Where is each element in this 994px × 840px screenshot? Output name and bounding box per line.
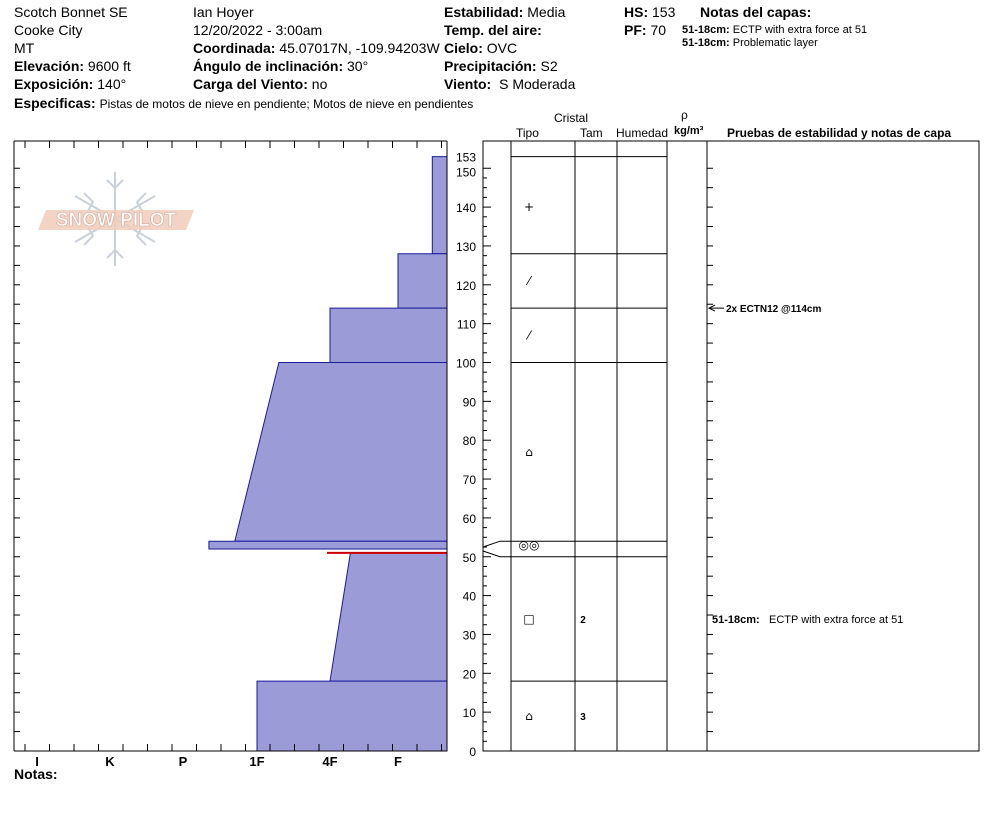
datetime: 12/20/2022 - 3:00am	[193, 22, 323, 38]
hardness-label: K	[105, 754, 115, 769]
slope-angle-label: Ángulo de inclinación:	[193, 58, 344, 74]
height-label: 120	[455, 278, 476, 293]
crystal-type-symbol: ⌂	[525, 444, 533, 459]
type-header: Tipo	[516, 126, 539, 140]
crystal-type-symbol: ⁄	[527, 273, 531, 288]
crystal-size: 3	[580, 712, 586, 724]
height-label: 150	[455, 165, 476, 180]
layer-note-depth: 51-18cm:	[682, 37, 730, 49]
crystal-type-symbol: □	[523, 611, 535, 626]
size-header: Tam	[580, 126, 603, 140]
layer-note-text: ECTP with extra force at 51	[732, 24, 868, 36]
wind-label: Viento:	[444, 76, 492, 92]
stability-value: Media	[527, 4, 566, 20]
logo-text: SNOW PILOT	[55, 210, 177, 231]
area: Cooke City	[14, 22, 83, 38]
hardness-label: P	[178, 754, 188, 769]
height-label: 110	[456, 317, 476, 332]
density-unit: kg/m³	[674, 125, 704, 137]
crystal-type-symbol: ◎◎	[518, 538, 540, 553]
layer-notes-title: Notas del capas:	[700, 4, 812, 20]
sky-value: OVC	[486, 40, 518, 56]
aspect-label: Exposición:	[14, 76, 94, 92]
sky-label: Cielo:	[444, 40, 483, 56]
height-label: 50	[462, 550, 476, 565]
test-result: 2x ECTN12 @114cm	[726, 304, 822, 316]
hardness-label: I	[35, 754, 39, 769]
crystal-type-symbol: ⌂	[525, 709, 533, 724]
test-depth-label: 51-18cm:	[712, 613, 760, 626]
height-label: 100	[455, 356, 476, 371]
connector	[483, 541, 511, 547]
hardness-layer	[398, 254, 447, 308]
location: Scotch Bonnet SE	[14, 4, 128, 20]
wind-loading-value: no	[311, 76, 328, 92]
observer: Ian Hoyer	[193, 4, 254, 20]
hardness-profile	[209, 157, 447, 751]
height-label: 153	[455, 150, 476, 165]
hardness-layer	[235, 363, 447, 542]
layer-note-depth: 51-18cm:	[682, 24, 730, 36]
hardness-layer	[209, 541, 447, 549]
density-symbol: ρ	[681, 108, 688, 122]
height-label: 130	[455, 239, 476, 254]
notes-label: Notas:	[14, 766, 58, 782]
air-temp-label: Temp. del aire:	[444, 22, 542, 38]
hardness-layer	[330, 308, 447, 362]
height-label: 60	[462, 511, 476, 526]
hardness-label: F	[394, 754, 402, 769]
layer-grid	[483, 141, 979, 751]
height-label: 90	[462, 395, 476, 410]
wind-loading-label: Carga del Viento:	[193, 76, 308, 92]
crystal-type-symbol: ⁄	[527, 328, 531, 343]
height-label: 0	[469, 745, 476, 759]
grid-border	[483, 141, 979, 751]
height-label: 10	[462, 706, 476, 721]
stability-label: Estabilidad:	[444, 4, 524, 20]
state: MT	[14, 40, 35, 56]
precipitation-label: Precipitación:	[444, 58, 537, 74]
coordinates-label: Coordinada:	[193, 40, 276, 56]
height-label: 20	[462, 667, 476, 682]
crystal-size: 2	[580, 614, 586, 626]
test-result: ECTP with extra force at 51	[769, 613, 904, 626]
hardness-label: 1F	[249, 754, 265, 769]
elevation-value: 9600 ft	[87, 58, 131, 74]
crystal-type-symbol: +	[523, 200, 535, 215]
specifics-value: Pistas de motos de nieve en pendiente; Motos de nieve en pendientes	[99, 97, 474, 111]
elevation-label: Elevación:	[14, 58, 85, 74]
hardness-layer	[432, 157, 447, 254]
height-label: 30	[462, 628, 476, 643]
hardness-layer	[330, 553, 447, 681]
tests-header: Pruebas de estabilidad y notas de capa	[727, 126, 952, 140]
hs-value: 153	[652, 4, 676, 20]
hardness-label: 4F	[322, 754, 338, 769]
slope-angle-value: 30°	[347, 58, 369, 74]
layer-note-text: Problematic layer	[732, 37, 818, 49]
hs-label: HS:	[624, 4, 649, 20]
wind-value: S Moderada	[499, 76, 576, 92]
connector	[483, 551, 511, 557]
hardness-layer	[257, 681, 447, 751]
pf-value: 70	[650, 22, 667, 38]
height-label: 80	[462, 434, 476, 449]
pf-label: PF:	[624, 22, 647, 38]
height-label: 70	[462, 473, 476, 488]
coordinates-value: 45.07017N, -109.94203W	[279, 40, 440, 56]
height-label: 40	[462, 589, 476, 604]
aspect-value: 140°	[97, 76, 127, 92]
snowpilot-logo	[38, 172, 194, 266]
specifics-label: Especificas:	[14, 95, 96, 111]
moisture-header: Humedad	[616, 126, 669, 140]
precipitation-value: S2	[540, 58, 558, 74]
height-label: 140	[455, 201, 476, 216]
crystal-header: Cristal	[554, 111, 589, 125]
